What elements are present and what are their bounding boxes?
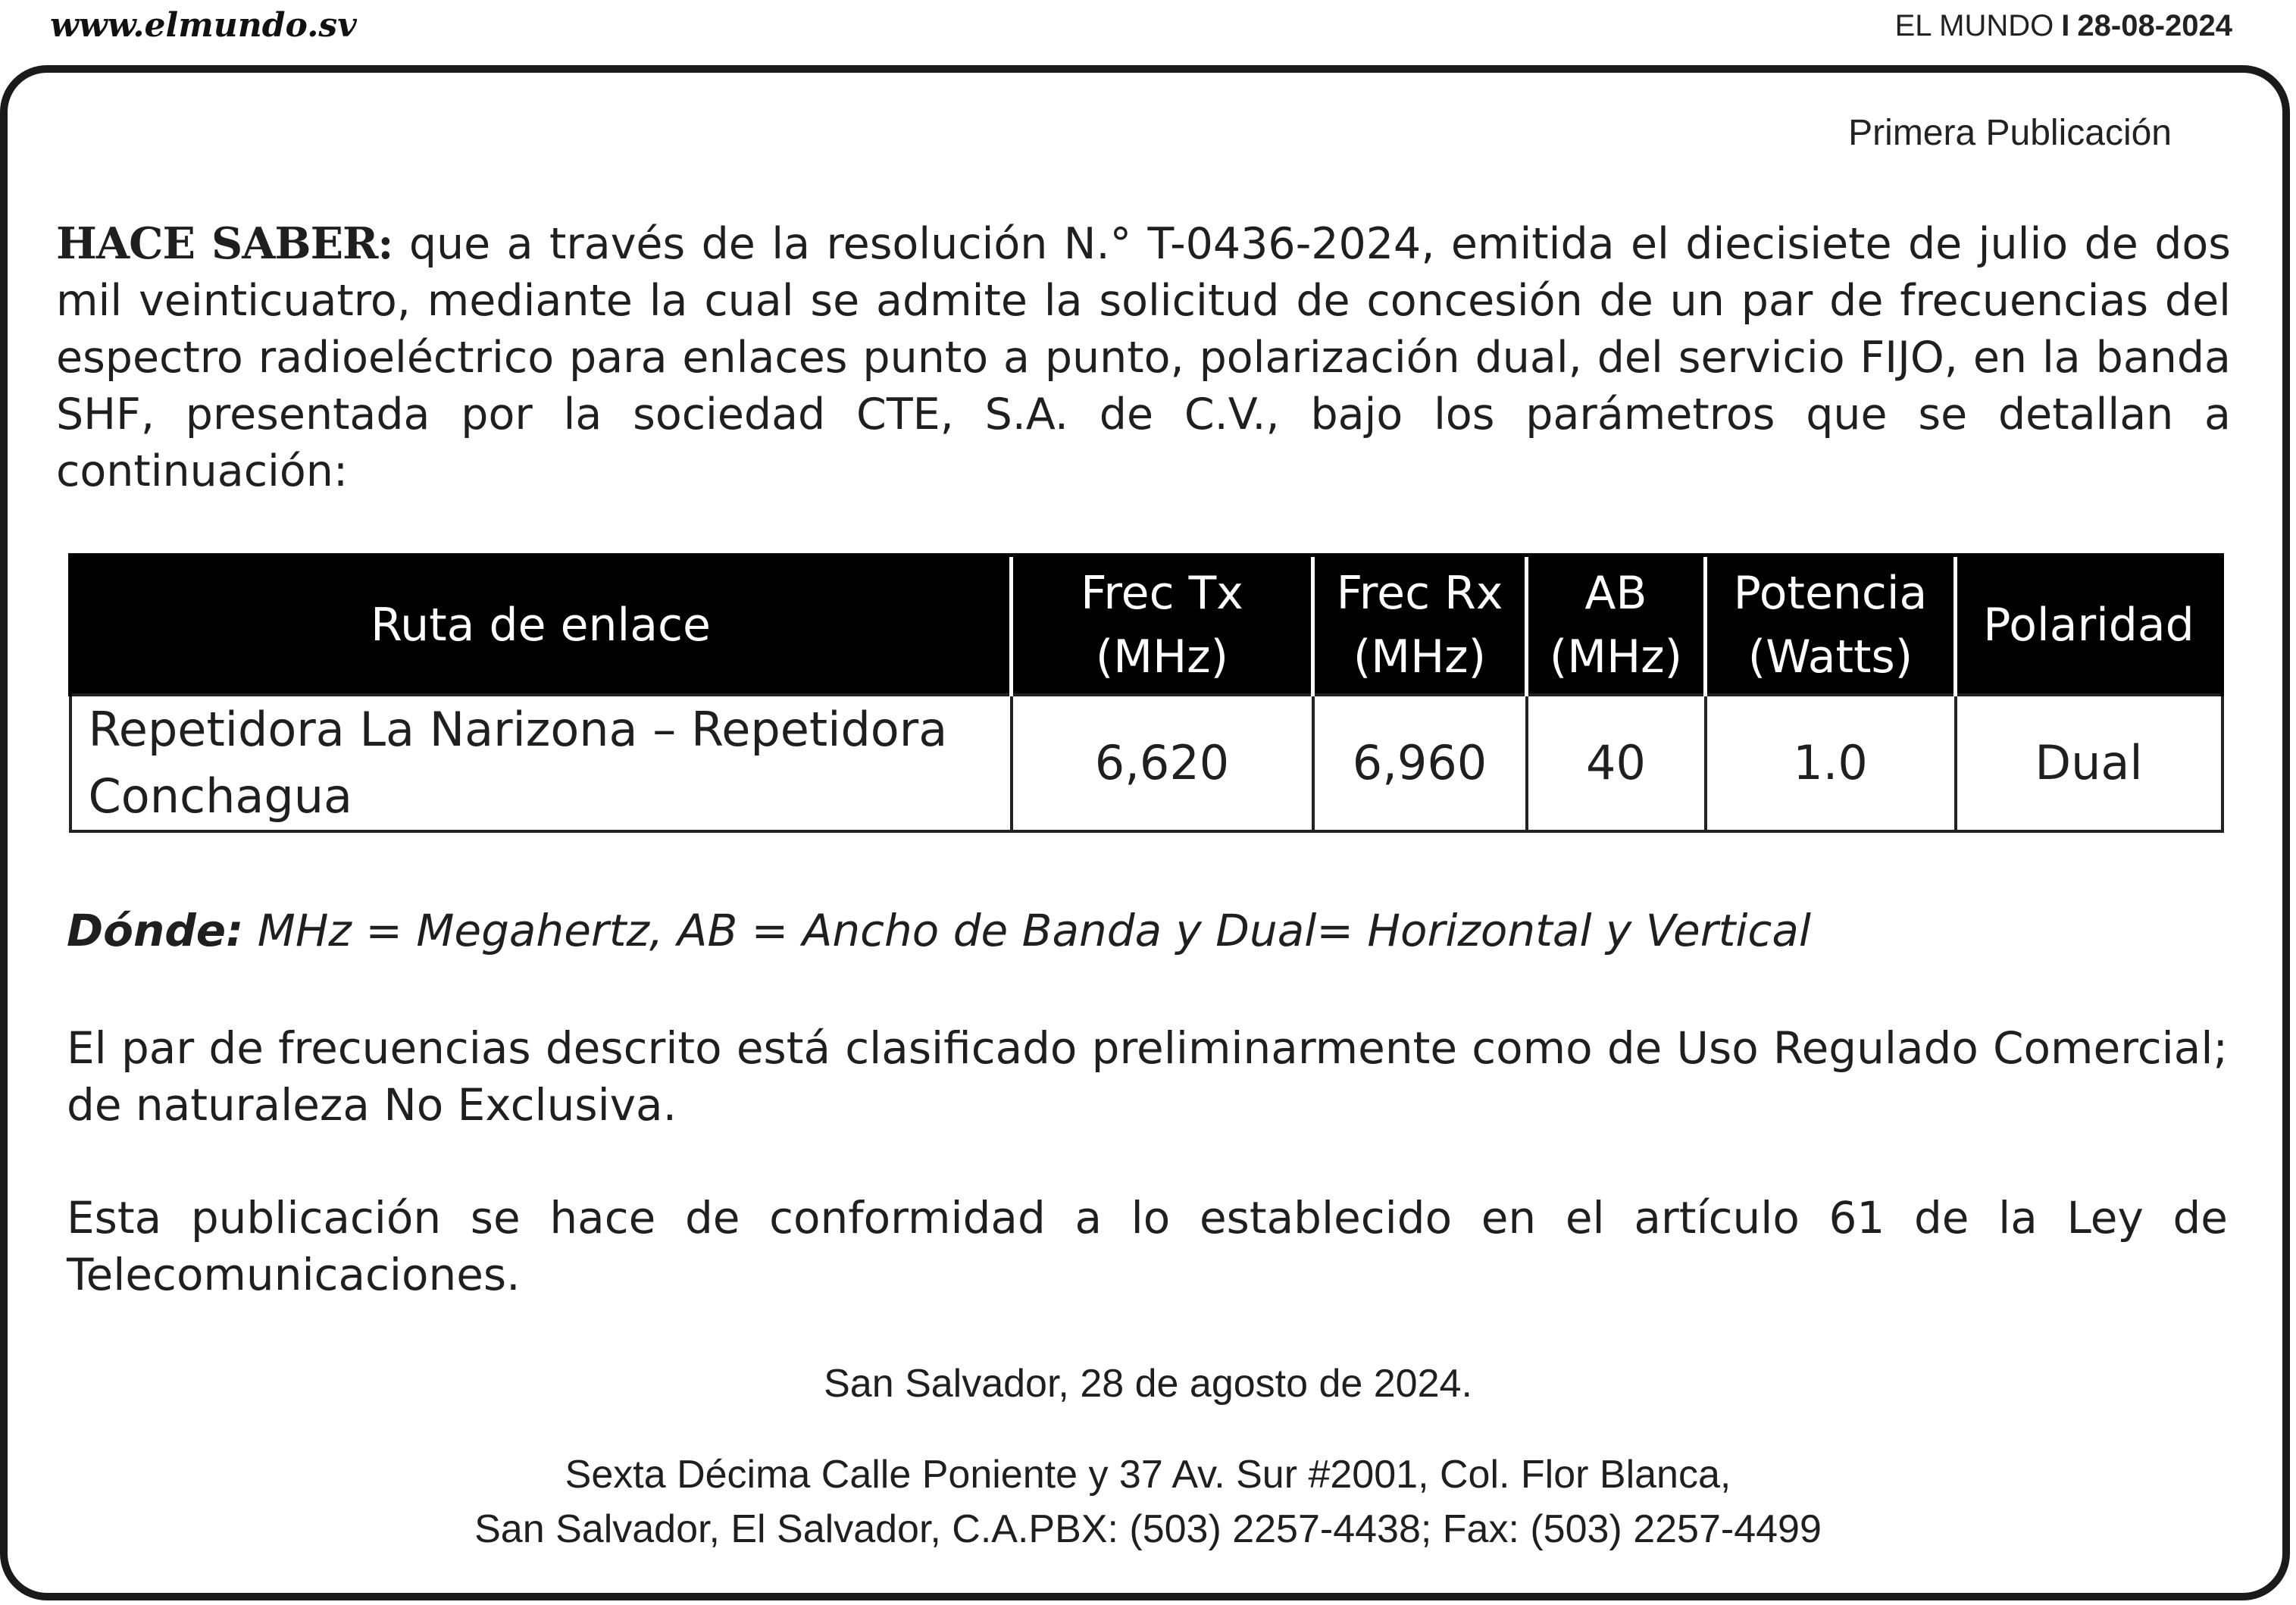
note-text: MHz = Megahertz, AB = Ancho de Banda y Dual= Horizontal y Vertical: [243, 905, 1811, 956]
masthead: [1895, 9, 2232, 43]
note-label: Dónde:: [67, 905, 244, 956]
publication-name: EL MUNDO: [1894, 9, 2054, 42]
publication-label: Primera Publicación: [1848, 113, 2172, 153]
table-header-row: [70, 555, 2222, 696]
header-freq-rx: Frec Rx (MHz): [1313, 555, 1527, 696]
address-line-2: San Salvador, El Salvador, C.A.PBX: (503) 2257-4438; Fax: (503) 2257-4499: [474, 1507, 1822, 1551]
cell-polarity: Dual: [1956, 695, 2222, 831]
intro-text: que a través de la resolución N.° T-0436-2024, emitida el diecisiete de julio de dos mil veinticuatro, mediante la cual se admite la solicitud de concesión de un par de frecuencias del espectro radioeléctrico para enlaces punto a punto, polarización dual, del servicio FIJO, en la banda SHF, presentada por la sociedad CTE, S.A. de C.V., bajo los parámetros que se detallan a continuación:: [56, 219, 2231, 496]
masthead-separator: I: [2061, 9, 2070, 42]
table-row: [70, 695, 2222, 831]
place-date: San Salvador, 28 de agosto de 2024.: [824, 1362, 1472, 1406]
legal-basis-paragraph: Esta publicación se hace de conformidad a lo establecido en el artículo 61 de la Ley de Telecomunicaciones.: [67, 1192, 2228, 1300]
cell-freq-tx: 6,620: [1012, 695, 1313, 831]
classification-paragraph: El par de frecuencias descrito está clasificado preliminarmente como de Uso Regulado Comercial; de naturaleza No Exclusiva.: [67, 1022, 2228, 1131]
intro-lead: HACE SABER:: [56, 218, 393, 269]
definitions-note: [67, 905, 1811, 956]
header-polarity: Polaridad: [1956, 555, 2222, 696]
publication-date: 28-08-2024: [2077, 9, 2232, 42]
cell-route: Repetidora La Narizona – Repetidora Conchagua: [70, 695, 1012, 831]
site-url: www.elmundo.sv: [50, 6, 357, 45]
cell-power: 1.0: [1706, 695, 1956, 831]
cell-freq-rx: 6,960: [1313, 695, 1527, 831]
address-block: [0, 1447, 2296, 1557]
header-power: Potencia (Watts): [1706, 555, 1956, 696]
header-freq-tx: Frec Tx (MHz): [1012, 555, 1313, 696]
header-bandwidth: AB (MHz): [1527, 555, 1706, 696]
address-line-1: Sexta Décima Calle Poniente y 37 Av. Sur #2001, Col. Flor Blanca,: [565, 1453, 1731, 1497]
intro-paragraph: [56, 215, 2231, 500]
header-route: Ruta de enlace: [70, 555, 1012, 696]
parameters-table: [68, 553, 2224, 833]
cell-bandwidth: 40: [1527, 695, 1706, 831]
